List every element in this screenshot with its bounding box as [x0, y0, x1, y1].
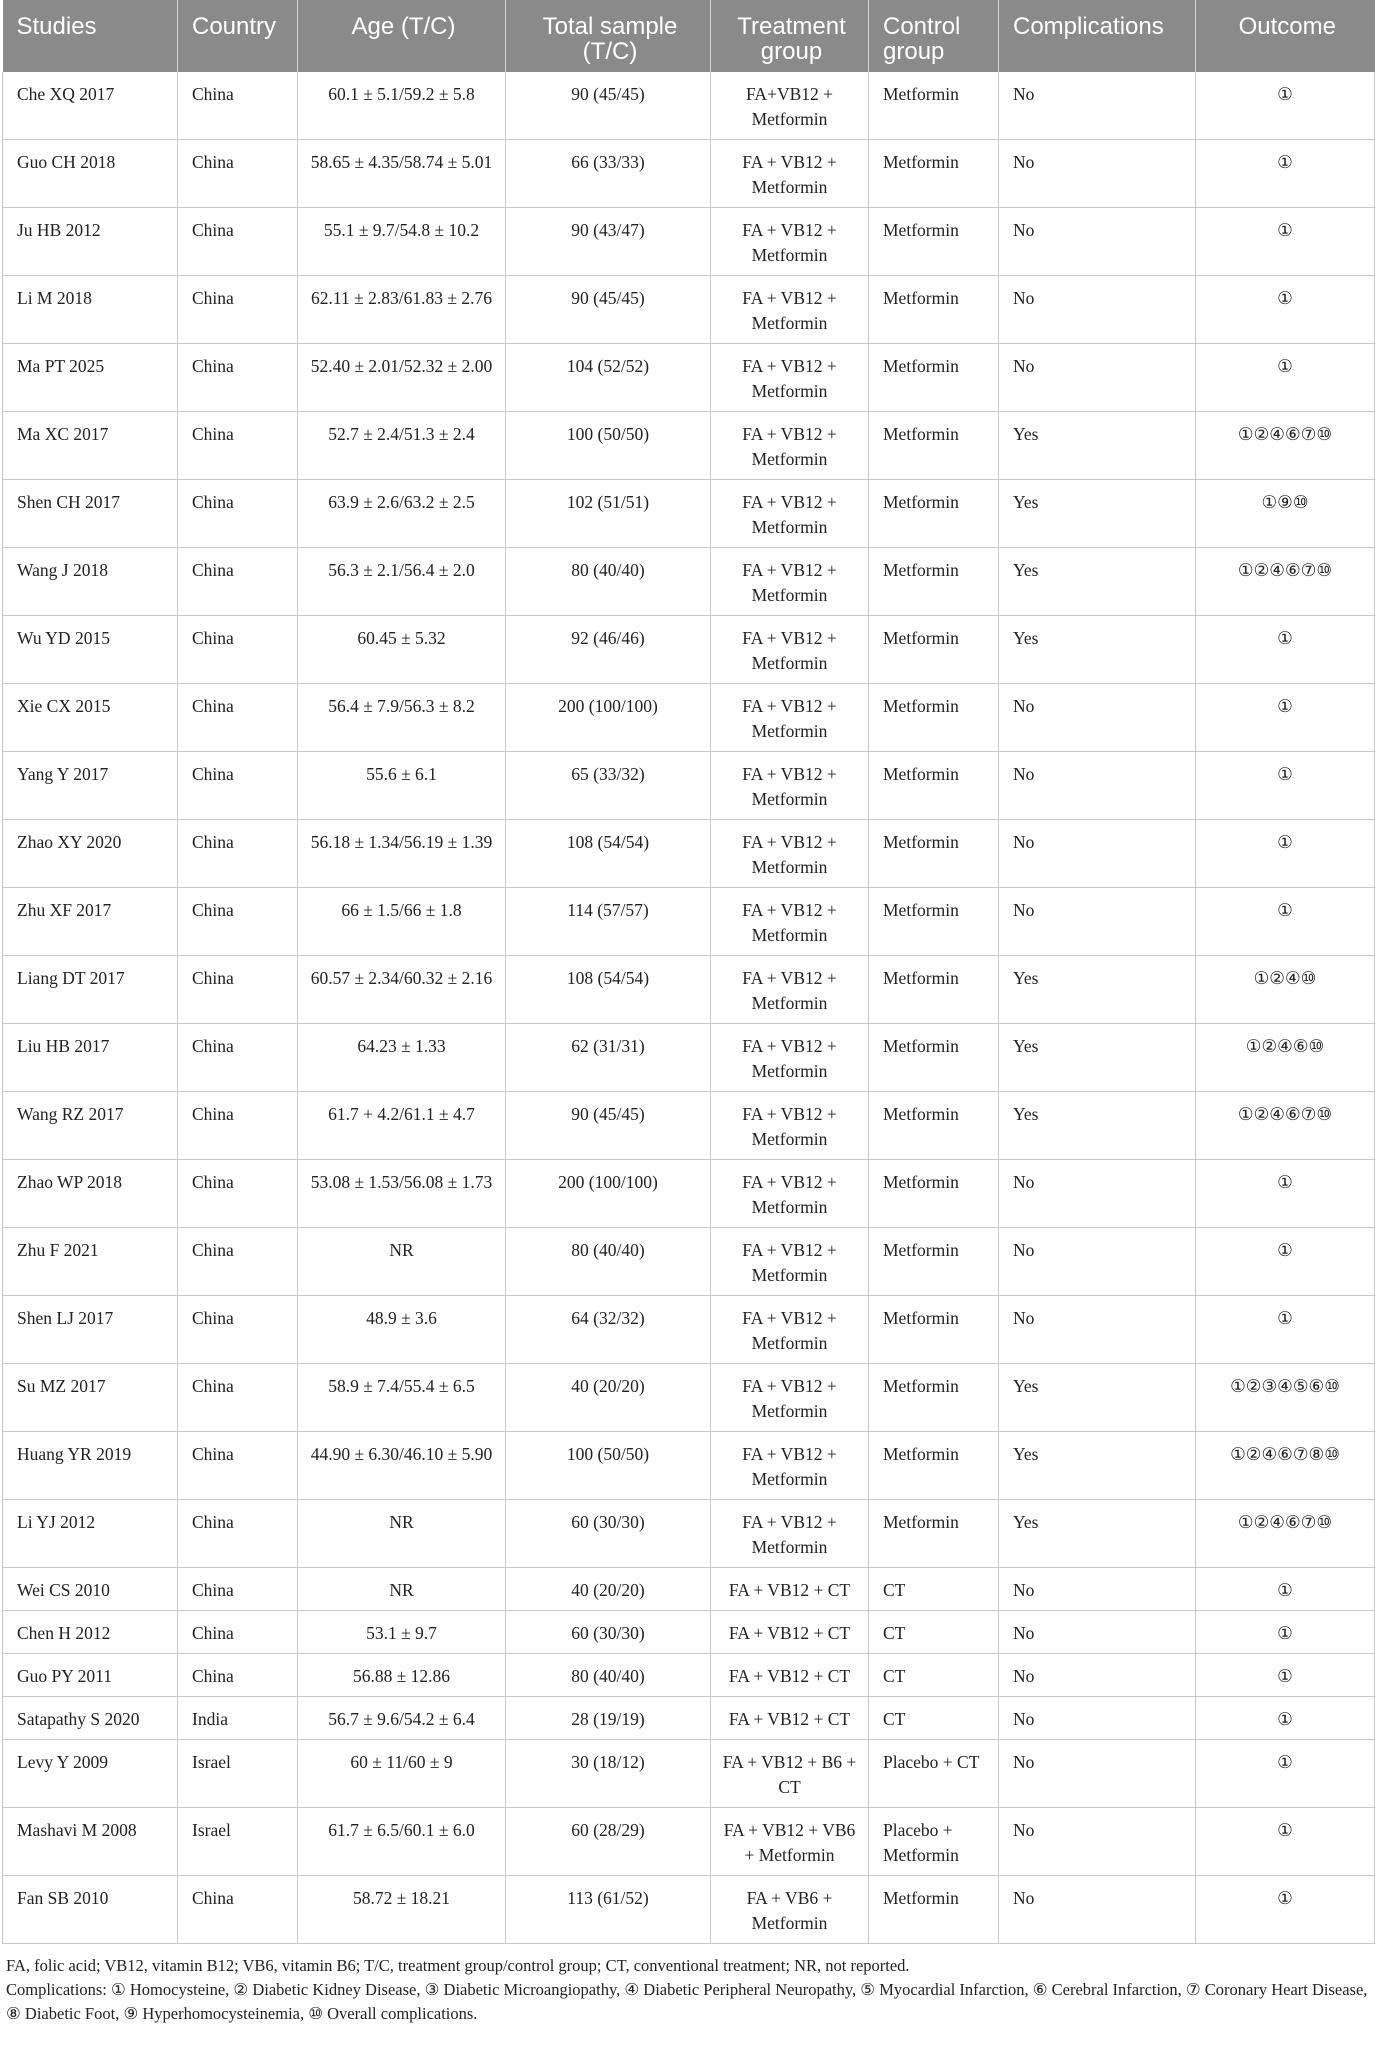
cell-control-group: Metformin: [869, 820, 999, 888]
cell-country: China: [178, 888, 298, 956]
cell-treatment-group: FA + VB12 + Metformin: [711, 1364, 869, 1432]
cell-country: Israel: [178, 1740, 298, 1808]
cell-country: China: [178, 1500, 298, 1568]
cell-outcome: ①②③④⑤⑥⑩: [1196, 1364, 1375, 1432]
cell-control-group: CT: [869, 1568, 999, 1611]
cell-age: 44.90 ± 6.30/46.10 ± 5.90: [298, 1432, 506, 1500]
cell-control-group: Metformin: [869, 1500, 999, 1568]
cell-age: 52.7 ± 2.4/51.3 ± 2.4: [298, 412, 506, 480]
cell-control-group: Metformin: [869, 344, 999, 412]
table-row: [3, 1500, 1375, 1568]
cell-complications: Yes: [999, 1024, 1196, 1092]
cell-control-group: Metformin: [869, 1296, 999, 1364]
cell-age: 66 ± 1.5/66 ± 1.8: [298, 888, 506, 956]
cell-outcome: ①②④⑥⑦⑩: [1196, 1500, 1375, 1568]
cell-outcome: ①: [1196, 1296, 1375, 1364]
cell-treatment-group: FA + VB12 + Metformin: [711, 1432, 869, 1500]
cell-total-sample: 114 (57/57): [506, 888, 711, 956]
cell-treatment-group: FA + VB12 + Metformin: [711, 276, 869, 344]
cell-study: Ju HB 2012: [3, 208, 178, 276]
cell-age: 56.3 ± 2.1/56.4 ± 2.0: [298, 548, 506, 616]
cell-control-group: Metformin: [869, 1228, 999, 1296]
cell-control-group: Metformin: [869, 480, 999, 548]
cell-country: China: [178, 1092, 298, 1160]
cell-country: China: [178, 72, 298, 140]
cell-total-sample: 60 (30/30): [506, 1500, 711, 1568]
cell-total-sample: 200 (100/100): [506, 1160, 711, 1228]
table-row: [3, 344, 1375, 412]
cell-complications: Yes: [999, 956, 1196, 1024]
cell-control-group: Metformin: [869, 276, 999, 344]
cell-control-group: CT: [869, 1611, 999, 1654]
table-row: [3, 820, 1375, 888]
cell-age: 56.7 ± 9.6/54.2 ± 6.4: [298, 1697, 506, 1740]
cell-outcome: ①: [1196, 72, 1375, 140]
cell-study: Xie CX 2015: [3, 684, 178, 752]
cell-country: China: [178, 1160, 298, 1228]
header-studies: Studies: [3, 0, 178, 72]
cell-complications: No: [999, 820, 1196, 888]
cell-country: India: [178, 1697, 298, 1740]
cell-age: NR: [298, 1228, 506, 1296]
cell-total-sample: 66 (33/33): [506, 140, 711, 208]
cell-age: 55.6 ± 6.1: [298, 752, 506, 820]
cell-treatment-group: FA + VB6 + Metformin: [711, 1876, 869, 1944]
cell-country: China: [178, 956, 298, 1024]
cell-complications: Yes: [999, 412, 1196, 480]
cell-control-group: Metformin: [869, 956, 999, 1024]
cell-control-group: Metformin: [869, 1092, 999, 1160]
table-body: [3, 72, 1375, 1944]
cell-total-sample: 80 (40/40): [506, 1228, 711, 1296]
cell-control-group: Metformin: [869, 208, 999, 276]
cell-age: 52.40 ± 2.01/52.32 ± 2.00: [298, 344, 506, 412]
table-row: [3, 1876, 1375, 1944]
cell-treatment-group: FA + VB12 + Metformin: [711, 1092, 869, 1160]
cell-complications: No: [999, 1740, 1196, 1808]
table-row: [3, 1364, 1375, 1432]
cell-outcome: ①: [1196, 752, 1375, 820]
cell-complications: No: [999, 684, 1196, 752]
studies-table: [2, 0, 1375, 1944]
cell-outcome: ①: [1196, 1654, 1375, 1697]
cell-total-sample: 60 (30/30): [506, 1611, 711, 1654]
cell-total-sample: 108 (54/54): [506, 820, 711, 888]
table-row: [3, 72, 1375, 140]
cell-outcome: ①②④⑥⑦⑩: [1196, 1092, 1375, 1160]
cell-control-group: Metformin: [869, 548, 999, 616]
cell-treatment-group: FA + VB12 + Metformin: [711, 1160, 869, 1228]
cell-total-sample: 113 (61/52): [506, 1876, 711, 1944]
cell-total-sample: 90 (43/47): [506, 208, 711, 276]
cell-treatment-group: FA + VB12 + Metformin: [711, 820, 869, 888]
table-row: [3, 1654, 1375, 1697]
cell-study: Che XQ 2017: [3, 72, 178, 140]
cell-total-sample: 92 (46/46): [506, 616, 711, 684]
cell-country: China: [178, 1296, 298, 1364]
cell-outcome: ①: [1196, 1740, 1375, 1808]
cell-control-group: Metformin: [869, 1432, 999, 1500]
cell-total-sample: 28 (19/19): [506, 1697, 711, 1740]
cell-complications: Yes: [999, 1432, 1196, 1500]
cell-country: China: [178, 548, 298, 616]
cell-total-sample: 90 (45/45): [506, 276, 711, 344]
cell-outcome: ①②④⑥⑦⑩: [1196, 548, 1375, 616]
cell-control-group: Placebo + CT: [869, 1740, 999, 1808]
cell-age: 56.88 ± 12.86: [298, 1654, 506, 1697]
cell-control-group: Metformin: [869, 1160, 999, 1228]
cell-treatment-group: FA + VB12 + Metformin: [711, 888, 869, 956]
table-row: [3, 1092, 1375, 1160]
cell-complications: Yes: [999, 480, 1196, 548]
cell-study: Wei CS 2010: [3, 1568, 178, 1611]
cell-age: 60.57 ± 2.34/60.32 ± 2.16: [298, 956, 506, 1024]
table-row: [3, 140, 1375, 208]
cell-age: 56.18 ± 1.34/56.19 ± 1.39: [298, 820, 506, 888]
cell-treatment-group: FA + VB12 + Metformin: [711, 344, 869, 412]
cell-country: China: [178, 412, 298, 480]
cell-treatment-group: FA + VB12 + Metformin: [711, 1228, 869, 1296]
header-country: Country: [178, 0, 298, 72]
cell-study: Yang Y 2017: [3, 752, 178, 820]
cell-complications: Yes: [999, 1092, 1196, 1160]
cell-total-sample: 200 (100/100): [506, 684, 711, 752]
cell-treatment-group: FA + VB12 + VB6 + Metformin: [711, 1808, 869, 1876]
cell-treatment-group: FA + VB12 + Metformin: [711, 208, 869, 276]
cell-outcome: ①: [1196, 1611, 1375, 1654]
cell-complications: No: [999, 1296, 1196, 1364]
cell-age: NR: [298, 1568, 506, 1611]
table-row: [3, 412, 1375, 480]
header-control-group: Control group: [869, 0, 999, 72]
table-header: [3, 0, 1375, 72]
cell-control-group: Metformin: [869, 616, 999, 684]
cell-treatment-group: FA + VB12 + Metformin: [711, 616, 869, 684]
cell-study: Huang YR 2019: [3, 1432, 178, 1500]
cell-country: China: [178, 1432, 298, 1500]
cell-age: 60 ± 11/60 ± 9: [298, 1740, 506, 1808]
cell-study: Li M 2018: [3, 276, 178, 344]
cell-control-group: Metformin: [869, 1876, 999, 1944]
cell-total-sample: 30 (18/12): [506, 1740, 711, 1808]
cell-outcome: ①②④⑩: [1196, 956, 1375, 1024]
cell-age: 61.7 ± 6.5/60.1 ± 6.0: [298, 1808, 506, 1876]
cell-complications: No: [999, 1654, 1196, 1697]
cell-complications: Yes: [999, 1500, 1196, 1568]
cell-treatment-group: FA + VB12 + Metformin: [711, 1296, 869, 1364]
cell-age: 55.1 ± 9.7/54.8 ± 10.2: [298, 208, 506, 276]
cell-outcome: ①: [1196, 1228, 1375, 1296]
cell-complications: No: [999, 208, 1196, 276]
cell-study: Chen H 2012: [3, 1611, 178, 1654]
cell-complications: No: [999, 752, 1196, 820]
cell-study: Su MZ 2017: [3, 1364, 178, 1432]
cell-outcome: ①: [1196, 276, 1375, 344]
cell-country: China: [178, 616, 298, 684]
header-complications: Complications: [999, 0, 1196, 72]
table-row: [3, 1568, 1375, 1611]
cell-age: 64.23 ± 1.33: [298, 1024, 506, 1092]
cell-complications: No: [999, 72, 1196, 140]
cell-age: 58.72 ± 18.21: [298, 1876, 506, 1944]
cell-country: China: [178, 752, 298, 820]
cell-outcome: ①: [1196, 344, 1375, 412]
cell-complications: No: [999, 1228, 1196, 1296]
footnote-abbreviations: FA, folic acid; VB12, vitamin B12; VB6, vitamin B6; T/C, treatment group/control group; CT, conventional treatment; NR, not reported.: [6, 1956, 910, 1975]
cell-country: China: [178, 684, 298, 752]
table-row: [3, 480, 1375, 548]
cell-country: China: [178, 1611, 298, 1654]
table-row: [3, 956, 1375, 1024]
cell-treatment-group: FA + VB12 + Metformin: [711, 752, 869, 820]
cell-outcome: ①: [1196, 820, 1375, 888]
table-row: [3, 888, 1375, 956]
table-row: [3, 1228, 1375, 1296]
cell-treatment-group: FA + VB12 + Metformin: [711, 412, 869, 480]
cell-study: Zhao XY 2020: [3, 820, 178, 888]
cell-outcome: ①: [1196, 1568, 1375, 1611]
table-row: [3, 684, 1375, 752]
cell-study: Fan SB 2010: [3, 1876, 178, 1944]
cell-control-group: Metformin: [869, 684, 999, 752]
cell-treatment-group: FA + VB12 + CT: [711, 1654, 869, 1697]
cell-country: Israel: [178, 1808, 298, 1876]
cell-country: China: [178, 140, 298, 208]
cell-total-sample: 60 (28/29): [506, 1808, 711, 1876]
cell-complications: No: [999, 888, 1196, 956]
cell-control-group: Metformin: [869, 752, 999, 820]
cell-study: Shen LJ 2017: [3, 1296, 178, 1364]
cell-age: 58.9 ± 7.4/55.4 ± 6.5: [298, 1364, 506, 1432]
cell-complications: Yes: [999, 548, 1196, 616]
cell-total-sample: 100 (50/50): [506, 1432, 711, 1500]
cell-study: Ma PT 2025: [3, 344, 178, 412]
cell-treatment-group: FA + VB12 + B6 + CT: [711, 1740, 869, 1808]
cell-outcome: ①②④⑥⑦⑧⑩: [1196, 1432, 1375, 1500]
cell-treatment-group: FA + VB12 + Metformin: [711, 480, 869, 548]
cell-study: Guo PY 2011: [3, 1654, 178, 1697]
cell-country: China: [178, 1568, 298, 1611]
cell-total-sample: 100 (50/50): [506, 412, 711, 480]
cell-complications: No: [999, 1876, 1196, 1944]
cell-outcome: ①: [1196, 140, 1375, 208]
cell-outcome: ①: [1196, 208, 1375, 276]
header-row: [3, 0, 1375, 72]
cell-treatment-group: FA+VB12 + Metformin: [711, 72, 869, 140]
header-age: Age (T/C): [298, 0, 506, 72]
table-row: [3, 548, 1375, 616]
cell-study: Li YJ 2012: [3, 1500, 178, 1568]
table-row: [3, 208, 1375, 276]
cell-total-sample: 62 (31/31): [506, 1024, 711, 1092]
header-total-sample: Total sample (T/C): [506, 0, 711, 72]
cell-complications: No: [999, 344, 1196, 412]
cell-country: China: [178, 820, 298, 888]
cell-total-sample: 64 (32/32): [506, 1296, 711, 1364]
table-row: [3, 1697, 1375, 1740]
cell-control-group: Metformin: [869, 1024, 999, 1092]
cell-total-sample: 80 (40/40): [506, 1654, 711, 1697]
cell-total-sample: 80 (40/40): [506, 548, 711, 616]
table-row: [3, 1808, 1375, 1876]
cell-total-sample: 102 (51/51): [506, 480, 711, 548]
cell-outcome: ①: [1196, 1160, 1375, 1228]
cell-study: Guo CH 2018: [3, 140, 178, 208]
cell-age: 48.9 ± 3.6: [298, 1296, 506, 1364]
cell-treatment-group: FA + VB12 + Metformin: [711, 548, 869, 616]
cell-complications: No: [999, 1611, 1196, 1654]
cell-country: China: [178, 480, 298, 548]
cell-study: Satapathy S 2020: [3, 1697, 178, 1740]
cell-age: NR: [298, 1500, 506, 1568]
cell-treatment-group: FA + VB12 + CT: [711, 1697, 869, 1740]
cell-study: Shen CH 2017: [3, 480, 178, 548]
table-row: [3, 1740, 1375, 1808]
cell-control-group: Placebo + Metformin: [869, 1808, 999, 1876]
table-row: [3, 616, 1375, 684]
cell-total-sample: 108 (54/54): [506, 956, 711, 1024]
cell-outcome: ①②④⑥⑩: [1196, 1024, 1375, 1092]
cell-age: 62.11 ± 2.83/61.83 ± 2.76: [298, 276, 506, 344]
cell-complications: No: [999, 1697, 1196, 1740]
table-row: [3, 1611, 1375, 1654]
cell-total-sample: 40 (20/20): [506, 1364, 711, 1432]
cell-outcome: ①: [1196, 1808, 1375, 1876]
cell-outcome: ①⑨⑩: [1196, 480, 1375, 548]
cell-complications: Yes: [999, 616, 1196, 684]
cell-outcome: ①: [1196, 616, 1375, 684]
cell-outcome: ①: [1196, 1697, 1375, 1740]
cell-treatment-group: FA + VB12 + CT: [711, 1611, 869, 1654]
cell-study: Liu HB 2017: [3, 1024, 178, 1092]
cell-age: 61.7 + 4.2/61.1 ± 4.7: [298, 1092, 506, 1160]
table-row: [3, 1160, 1375, 1228]
cell-total-sample: 90 (45/45): [506, 1092, 711, 1160]
cell-age: 53.08 ± 1.53/56.08 ± 1.73: [298, 1160, 506, 1228]
table-row: [3, 1432, 1375, 1500]
cell-total-sample: 90 (45/45): [506, 72, 711, 140]
cell-country: China: [178, 1024, 298, 1092]
cell-age: 60.1 ± 5.1/59.2 ± 5.8: [298, 72, 506, 140]
cell-complications: No: [999, 1160, 1196, 1228]
cell-study: Wang RZ 2017: [3, 1092, 178, 1160]
cell-control-group: Metformin: [869, 412, 999, 480]
cell-total-sample: 104 (52/52): [506, 344, 711, 412]
cell-country: China: [178, 1228, 298, 1296]
cell-country: China: [178, 344, 298, 412]
table-row: [3, 1296, 1375, 1364]
cell-total-sample: 65 (33/32): [506, 752, 711, 820]
cell-treatment-group: FA + VB12 + CT: [711, 1568, 869, 1611]
cell-outcome: ①②④⑥⑦⑩: [1196, 412, 1375, 480]
cell-treatment-group: FA + VB12 + Metformin: [711, 140, 869, 208]
header-treatment-group: Treatment group: [711, 0, 869, 72]
cell-complications: No: [999, 1568, 1196, 1611]
cell-study: Wang J 2018: [3, 548, 178, 616]
header-outcome: Outcome: [1196, 0, 1375, 72]
cell-study: Zhao WP 2018: [3, 1160, 178, 1228]
cell-complications: Yes: [999, 1364, 1196, 1432]
cell-age: 58.65 ± 4.35/58.74 ± 5.01: [298, 140, 506, 208]
cell-treatment-group: FA + VB12 + Metformin: [711, 1500, 869, 1568]
table-row: [3, 752, 1375, 820]
cell-country: China: [178, 1654, 298, 1697]
cell-treatment-group: FA + VB12 + Metformin: [711, 956, 869, 1024]
cell-study: Levy Y 2009: [3, 1740, 178, 1808]
cell-age: 56.4 ± 7.9/56.3 ± 8.2: [298, 684, 506, 752]
cell-country: China: [178, 1364, 298, 1432]
cell-control-group: Metformin: [869, 140, 999, 208]
cell-outcome: ①: [1196, 888, 1375, 956]
cell-treatment-group: FA + VB12 + Metformin: [711, 684, 869, 752]
cell-age: 53.1 ± 9.7: [298, 1611, 506, 1654]
cell-complications: No: [999, 140, 1196, 208]
cell-study: Zhu F 2021: [3, 1228, 178, 1296]
cell-age: 63.9 ± 2.6/63.2 ± 2.5: [298, 480, 506, 548]
cell-study: Wu YD 2015: [3, 616, 178, 684]
cell-study: Ma XC 2017: [3, 412, 178, 480]
cell-control-group: Metformin: [869, 1364, 999, 1432]
cell-age: 60.45 ± 5.32: [298, 616, 506, 684]
cell-control-group: CT: [869, 1697, 999, 1740]
cell-country: China: [178, 1876, 298, 1944]
table-row: [3, 276, 1375, 344]
cell-control-group: Metformin: [869, 888, 999, 956]
cell-control-group: Metformin: [869, 72, 999, 140]
cell-treatment-group: FA + VB12 + Metformin: [711, 1024, 869, 1092]
cell-country: China: [178, 276, 298, 344]
cell-total-sample: 40 (20/20): [506, 1568, 711, 1611]
table-row: [3, 1024, 1375, 1092]
cell-complications: No: [999, 1808, 1196, 1876]
footnote-complications: Complications: ① Homocysteine, ② Diabetic Kidney Disease, ③ Diabetic Microangiopathy, ④ Diabetic Peripheral Neuropathy, ⑤ Myocardial Infarction, ⑥ Cerebral Infarction, ⑦ Coronary Heart Disease, ⑧ Diabetic Foot, ⑨ Hyperhomocysteinemia, ⑩ Overall complications.: [6, 1980, 1368, 2023]
cell-control-group: CT: [869, 1654, 999, 1697]
cell-study: Liang DT 2017: [3, 956, 178, 1024]
cell-country: China: [178, 208, 298, 276]
cell-complications: No: [999, 276, 1196, 344]
cell-outcome: ①: [1196, 684, 1375, 752]
cell-outcome: ①: [1196, 1876, 1375, 1944]
cell-study: Mashavi M 2008: [3, 1808, 178, 1876]
cell-study: Zhu XF 2017: [3, 888, 178, 956]
